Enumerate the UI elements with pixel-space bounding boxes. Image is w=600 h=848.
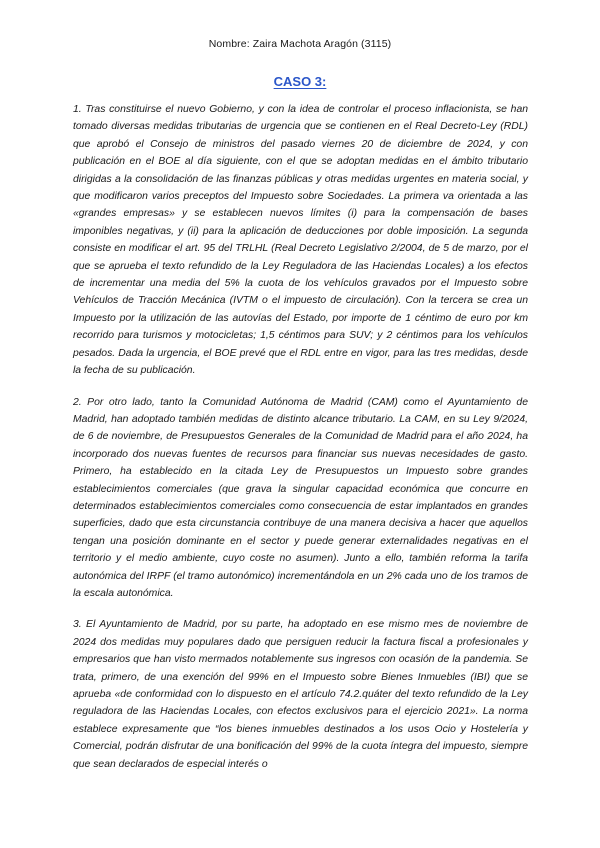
author-line: Nombre: Zaira Machota Aragón (3115) — [208, 38, 392, 50]
paragraph-3: 3. El Ayuntamiento de Madrid, por su parte, ha adoptado en ese mismo mes de noviembre de 2024 dos medidas muy populares dado que persiguen reducir la factura fiscal a profesionales y empresarios que han visto mermados notablemente sus ingresos con ocasión de la pandemia. Se trata, primero, de una exención del 99% en el Impuesto sobre Bienes Inmuebles (IBI) que se aprueba «de conformidad con lo dispuesto en el artículo 74.2.quáter del texto refundido de la Ley reguladora de las Haciendas Locales, con efectos exclusivos para el ejercicio 2021». La norma establece expresamente que “los bienes inmuebles destinados a los usos Ocio y Hostelería y Comercial, podrán disfrutar de una bonificación del 99% de la cuota íntegra del impuesto, siempre que sean declarados de especial interés o — [73, 619, 528, 770]
document-body — [73, 101, 528, 787]
case-title: CASO 3: — [273, 74, 327, 89]
paragraph-2: 2. Por otro lado, tanto la Comunidad Autónoma de Madrid (CAM) como el Ayuntamiento de Madrid, han adoptado también medidas de distinto alcance tributario. La CAM, en su Ley 9/2024, de 6 de noviembre, de Presupuestos Generales de la Comunidad de Madrid para el año 2024, ha incorporado dos nuevas fuentes de recursos para financiar sus nuevas necesidades de gasto. Primero, ha establecido en la citada Ley de Presupuestos un Impuesto sobre grandes establecimientos comerciales (que grava la singular capacidad económica que concurre en determinados establecimientos comerciales como consecuencia de estar implantados en grandes superficies, dado que esta circunstancia contribuye de una manera decisiva a hacer que aquellos tengan una posición dominante en el sector y puede generar externalidades negativas en el territorio y el medio ambiente, cuyo coste no asumen). Junto a ello, también reforma la tarifa autonómica del IRPF (el tramo autonómico) incrementándola en un 2% cada uno de los tramos de la escala autonómica. — [73, 396, 528, 599]
paragraph-1: 1. Tras constituirse el nuevo Gobierno, y con la idea de controlar el proceso inflacionista, se han tomado diversas medidas tributarias de urgencia que se contienen en el Real Decreto-Ley (RDL) que aprobó el Consejo de ministros del pasado viernes 20 de diciembre de 2024, y con publicación en el BOE al día siguiente, con el que se adoptan medidas en el ámbito tributario dirigidas a la consolidación de las finanzas públicas y otras medidas urgentes en materia social, y que modificaron varios preceptos del Impuesto sobre Sociedades. La primera va orientada a las «grandes empresas» y se establecen nuevos límites (i) para la compensación de bases imponibles negativas, y (ii) para la aplicación de deducciones por doble imposición. La segunda consiste en modificar el art. 95 del TRLHL (Real Decreto Legislativo 2/2004, de 5 de marzo, por el que se aprueba el texto refundido de la Ley Reguladora de las Haciendas Locales) a los efectos de incrementar una media del 5% la cuota de los vehículos gravados por el Impuesto sobre Vehículos de Tracción Mecánica (IVTM o el impuesto de circulación). Con la tercera se crea un Impuesto por la utilización de las autovías del Estado, por importe de 1 céntimo de euro por km recorrido para turismos y motocicletas; 1,5 céntimos para SUV; y 2 céntimos para los vehículos pesados. Dada la urgencia, el BOE prevé que el RDL entre en vigor, para las tres medidas, desde la fecha de su publicación. — [73, 104, 528, 377]
